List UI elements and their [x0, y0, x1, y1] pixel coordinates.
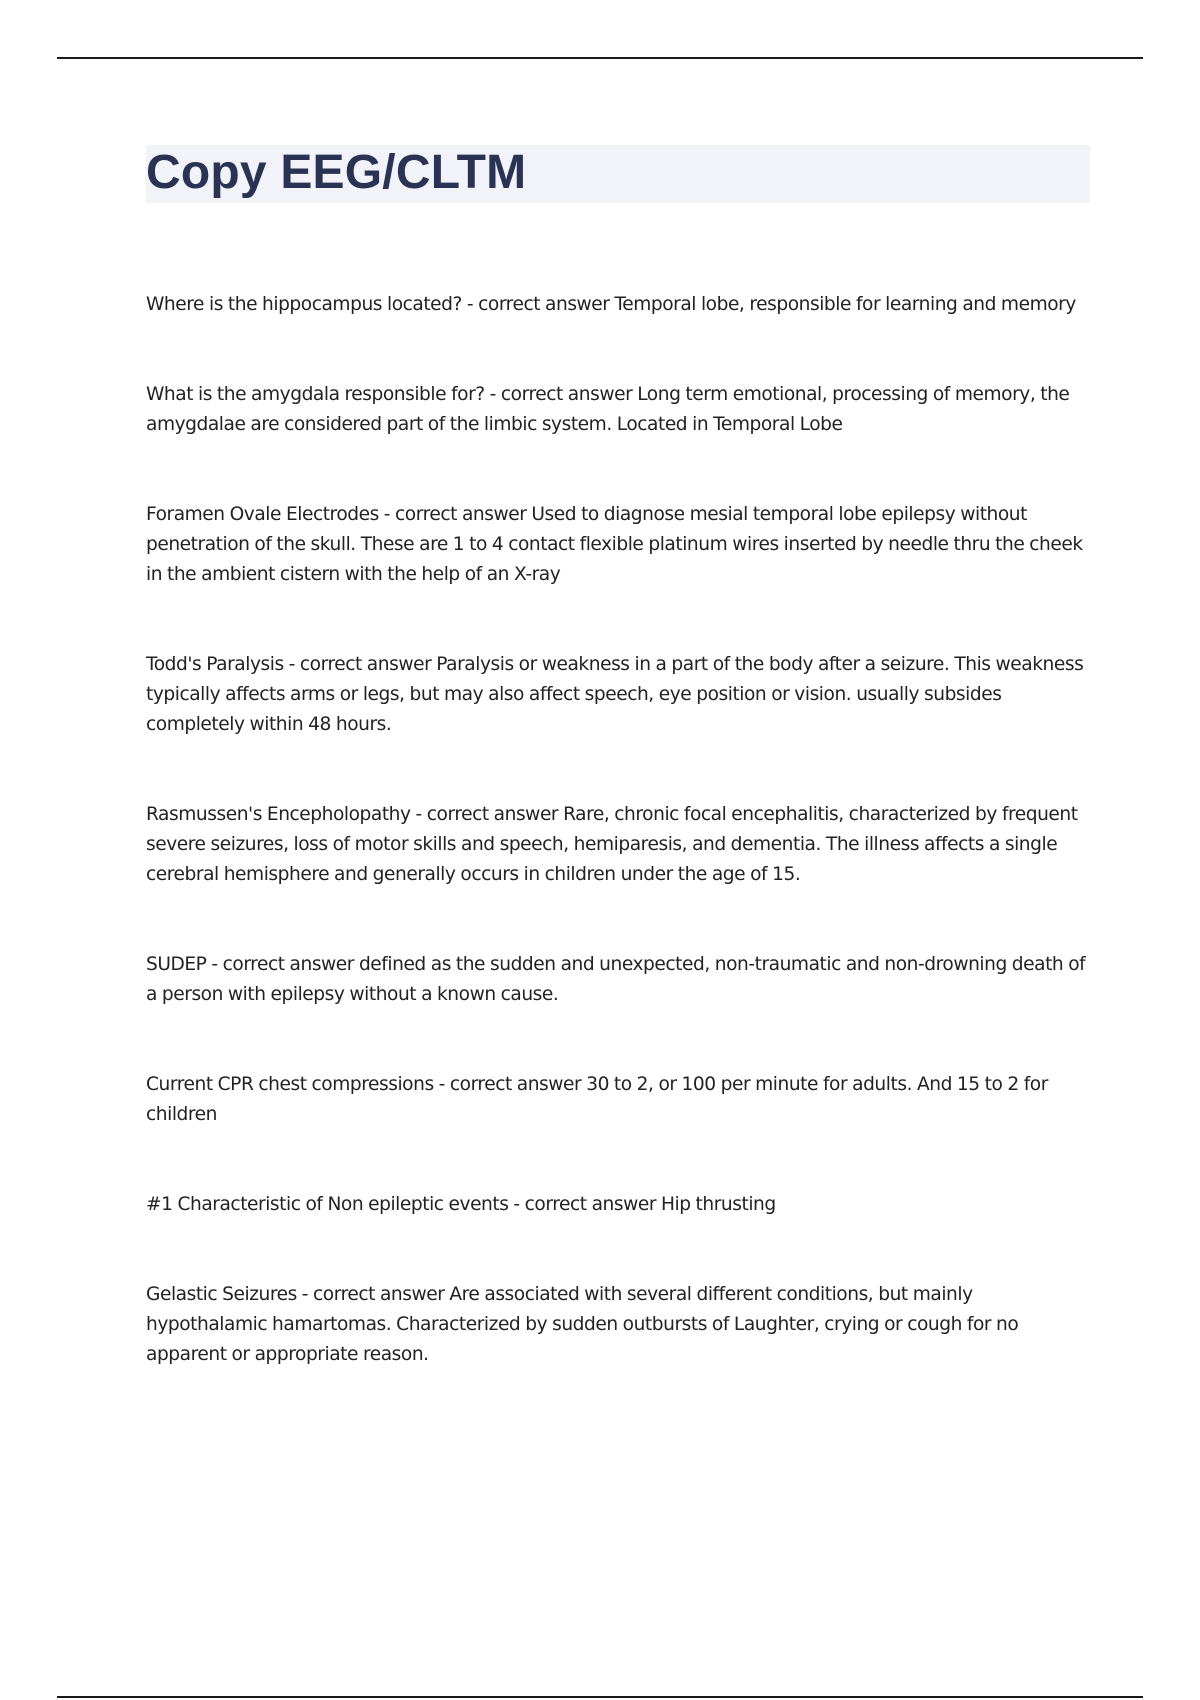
qa-entry-amygdala: What is the amygdala responsible for? - correct answer Long term emotional, processing of memory, the amygdalae are considered part of the limbic system. Located in Temporal Lobe [146, 384, 1070, 435]
qa-entry-cpr: Current CPR chest compressions - correct answer 30 to 2, or 100 per minute for adults. And 15 to 2 for children [146, 1074, 1048, 1125]
qa-entry-hippocampus: Where is the hippocampus located? - correct answer Temporal lobe, responsible for learning and memory [146, 294, 1076, 315]
qa-entry-rasmussens: Rasmussen's Encepholopathy - correct answer Rare, chronic focal encephalitis, characterized by frequent severe seizures, loss of motor skills and speech, hemiparesis, and dementia. The illness affects a single cerebral hemisphere and generally occurs in children under the age of 15. [146, 804, 1078, 885]
page-title: Copy EEG/CLTM [146, 146, 527, 199]
qa-entry-todds-paralysis: Todd's Paralysis - correct answer Paralysis or weakness in a part of the body after a seizure. This weakness typically affects arms or legs, but may also affect speech, eye position or vision. usually subsides completely within 48 hours. [146, 654, 1084, 735]
qa-list [146, 290, 1091, 1370]
top-rule [57, 57, 1143, 59]
bottom-rule [57, 1696, 1143, 1698]
qa-entry-sudep: SUDEP - correct answer defined as the sudden and unexpected, non-traumatic and non-drowning death of a person with epilepsy without a known cause. [146, 954, 1086, 1005]
qa-entry-foramen-ovale: Foramen Ovale Electrodes - correct answer Used to diagnose mesial temporal lobe epilepsy without penetration of the skull. These are 1 to 4 contact flexible platinum wires inserted by needle thru the cheek in the ambient cistern with the help of an X-ray [146, 504, 1083, 585]
qa-entry-non-epileptic: #1 Characteristic of Non epileptic events - correct answer Hip thrusting [146, 1194, 776, 1215]
qa-entry-gelastic: Gelastic Seizures - correct answer Are associated with several different conditions, but mainly hypothalamic hamartomas. Characterized by sudden outbursts of Laughter, crying or cough for no apparent or appropriate reason. [146, 1284, 1019, 1365]
